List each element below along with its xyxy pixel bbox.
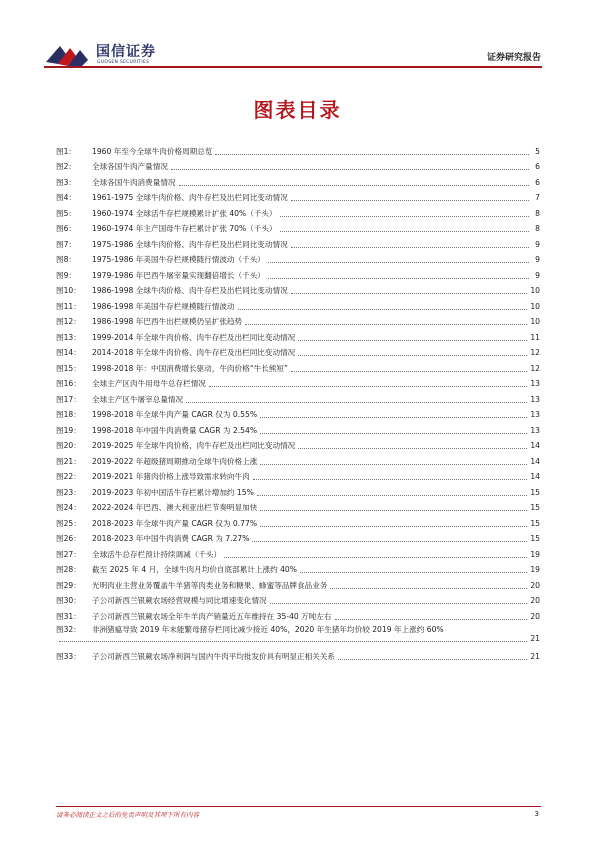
toc-entry-title: 1975-1986 年美国牛存栏规模随行情波动（千头） [92, 255, 265, 264]
toc-entry-label: 图13： [56, 332, 81, 342]
toc-leader-dots [291, 371, 527, 372]
toc-leader-dots [338, 659, 527, 660]
toc-entry[interactable] [56, 451, 540, 467]
toc-entry[interactable] [56, 296, 540, 312]
toc-leader-dots [209, 386, 527, 387]
toc-entry-title: 全球活牛总存栏预计持续调减（千头） [92, 549, 222, 559]
toc-entry[interactable] [56, 312, 540, 328]
toc-leader-dots [186, 402, 527, 403]
toc-entry-page: 15 [530, 503, 540, 512]
toc-entry[interactable] [56, 358, 540, 374]
toc-entry-page: 12 [530, 363, 540, 373]
toc-entry-page: 21 [530, 633, 540, 643]
toc-entry-page: 10 [530, 317, 540, 326]
toc-entry-page: 13 [530, 410, 540, 419]
toc-leader-dots [298, 340, 527, 341]
toc-entry-title: 2018-2023 年全球牛肉产量 CAGR 仅为 0.77% [92, 518, 258, 528]
toc-entry[interactable] [56, 622, 540, 647]
toc-entry-page: 20 [530, 596, 540, 605]
guosen-logo-icon [44, 40, 90, 68]
toc-leader-dots [335, 619, 528, 620]
toc-entry[interactable] [56, 250, 540, 266]
toc-entry[interactable] [56, 560, 540, 576]
toc-entry-label: 图18： [56, 410, 81, 419]
toc-entry-page: 15 [530, 487, 540, 497]
toc-entry[interactable] [56, 606, 540, 622]
toc-entry-label: 图26： [56, 534, 81, 543]
toc-entry-title: 全球主产区肉牛用母牛总存栏情况 [92, 379, 206, 388]
toc-leader-dots [215, 154, 529, 155]
toc-entry-title: 1960-1974 全球活牛存栏规模累计扩张 40%（千头） [92, 208, 277, 218]
toc-entry-continuation [56, 634, 540, 644]
toc-entry-label: 图15： [56, 363, 81, 373]
toc-entry[interactable] [56, 389, 540, 405]
toc-entry-title: 1986-1998 年美国牛存栏规模随行情波动 [92, 301, 235, 311]
toc-leader-dots [330, 588, 527, 589]
toc-entry-title: 2019-2025 年全球牛肉价格、肉牛存栏及出栏同比变动情况 [92, 441, 296, 450]
toc-leader-dots [280, 216, 529, 217]
toc-leader-dots [298, 448, 527, 449]
toc-leader-dots [300, 572, 527, 573]
toc-entry-page: 21 [530, 652, 540, 661]
toc-entry[interactable] [56, 374, 540, 390]
toc-entry-title: 1998-2018 年全球牛肉产量 CAGR 仅为 0.55% [92, 410, 258, 419]
toc-entry-label: 图9： [56, 270, 77, 280]
toc-entry-title: 2019-2022 年超级猪周期推动全球牛肉价格上涨 [92, 456, 258, 466]
toc-leader-dots [268, 278, 529, 279]
toc-entry-page: 9 [535, 255, 540, 264]
toc-entry[interactable] [56, 647, 540, 663]
toc-leader-dots [179, 185, 529, 186]
page-number: 3 [534, 810, 539, 818]
toc-leader-dots [268, 262, 529, 263]
toc-entry-page: 9 [535, 239, 540, 249]
toc-entry-page: 6 [535, 162, 540, 171]
toc-entry-title: 2019-2023 年初中国活牛存栏累计增加约 15% [92, 487, 254, 497]
toc-entry-title: 1960 年至今全球牛肉价格周期总览 [92, 146, 213, 156]
toc-entry[interactable] [56, 529, 540, 545]
toc-entry-page: 15 [530, 518, 540, 528]
toc-leader-dots [252, 541, 527, 542]
toc-entry-title: 子公司新西兰银蕨农场全年牛羊肉产销量近五年维持在 35-40 万吨左右 [92, 611, 332, 621]
toc-entry-label: 图3： [56, 177, 77, 187]
toc-entry-page: 19 [530, 565, 540, 574]
toc-entry-title: 1979-1986 年巴西牛屠宰量实现翻倍增长（千头） [92, 270, 265, 280]
toc-entry-title: 1986-1998 年巴西牛出栏规模仍呈扩张趋势 [92, 317, 243, 326]
toc-entry-label: 图21： [56, 456, 81, 466]
toc-entry-title: 2019-2021 年猪肉价格上涨导致需求转向牛肉 [92, 472, 250, 481]
toc-entry-page: 11 [530, 332, 540, 342]
toc-entry-page: 13 [530, 394, 540, 404]
toc-entry[interactable] [56, 591, 540, 607]
toc-entry-label: 图29： [56, 580, 81, 590]
toc-entry-title: 非洲猪瘟导致 2019 年末能繁母猪存栏同比减少接近 40%，2020 年生猪年均价较 2019 年上涨约 60% [92, 624, 444, 634]
toc-entry-label: 图7： [56, 239, 77, 249]
toc-leader-dots [253, 479, 528, 480]
toc-entry-page: 12 [530, 348, 540, 357]
toc-entry-label: 图17： [56, 394, 81, 404]
toc-leader-dots [245, 324, 527, 325]
toc-entry[interactable] [56, 544, 540, 560]
toc-entry-label: 图12： [56, 317, 81, 326]
toc-entry-page: 13 [530, 379, 540, 388]
toc-entry[interactable] [56, 420, 540, 436]
toc-entry[interactable] [56, 157, 540, 173]
footer-disclaimer: 请务必阅读正文之后的免责声明及其项下所有内容 [56, 811, 199, 819]
toc-leader-dots [171, 169, 529, 170]
toc-entry-label: 图24： [56, 503, 81, 512]
toc-leader-dots [260, 526, 527, 527]
toc-entry-title: 全球主产区牛屠宰总量情况 [92, 394, 184, 404]
toc-entry-title: 2018-2023 年中国牛肉消费 CAGR 为 7.27% [92, 534, 250, 543]
toc-entry[interactable] [56, 467, 540, 483]
toc-entry-title: 2022-2024 年巴西、澳大利亚出栏节奏明显加快 [92, 503, 258, 512]
toc-entry[interactable] [56, 343, 540, 359]
toc-entry-label: 图8： [56, 255, 77, 264]
toc-entry[interactable] [56, 203, 540, 219]
toc-leader-dots [224, 557, 527, 558]
toc-entry[interactable] [56, 436, 540, 452]
toc-leader-dots [291, 247, 529, 248]
toc-entry-page: 9 [535, 270, 540, 280]
toc-leader-dots [291, 293, 528, 294]
logo-chinese-name: 国信证券 [96, 44, 156, 60]
toc-entry[interactable] [56, 482, 540, 498]
toc-leader-dots [238, 309, 528, 310]
toc-entry-label: 图31： [56, 611, 81, 621]
toc-entry-label: 图22： [56, 472, 81, 481]
toc-entry-label: 图10： [56, 286, 81, 295]
toc-entry-label: 图23： [56, 487, 81, 497]
toc-entry[interactable] [56, 575, 540, 591]
toc-entry-title: 全球各国牛肉消费量情况 [92, 177, 176, 187]
toc-entry-page: 8 [535, 224, 540, 233]
toc-entry-label: 图1： [56, 146, 77, 156]
toc-entry-label: 图14： [56, 348, 81, 357]
toc-entry-title: 1998-2018 年中国牛肉消费量 CAGR 为 2.54% [92, 425, 258, 435]
toc-entry[interactable] [56, 234, 540, 250]
toc-entry-title: 截至 2025 年 4 月，全球牛肉月均价自底部累计上涨约 40% [92, 565, 297, 574]
toc-leader-dots [270, 603, 528, 604]
toc-entry-label: 图4： [56, 193, 77, 202]
toc-entry-title: 1960-1974 年主产国母牛存栏累计扩张 70%（千头） [92, 224, 277, 233]
toc-entry-title: 1998-2018 年：中国消费增长驱动，牛肉价格“牛长熊短” [92, 363, 288, 373]
header-divider [44, 66, 542, 68]
toc-leader-dots [260, 510, 527, 511]
toc-entry[interactable] [56, 172, 540, 188]
toc-entry-label: 图2： [56, 162, 77, 171]
toc-entry-page: 10 [530, 301, 540, 311]
toc-entry-page: 7 [535, 193, 540, 202]
toc-leader-dots [260, 464, 527, 465]
toc-entry-title: 1975-1986 全球牛肉价格、肉牛存栏及出栏同比变动情况 [92, 239, 288, 249]
toc-entry-page: 14 [530, 456, 540, 466]
toc-entry-page: 15 [530, 534, 540, 543]
table-of-figures [56, 141, 540, 662]
toc-entry-page: 5 [535, 146, 540, 156]
toc-entry-label: 图19： [56, 425, 81, 435]
toc-entry-title: 全球各国牛肉产量情况 [92, 162, 168, 171]
toc-leader-dots [298, 355, 527, 356]
toc-entry-page: 6 [535, 177, 540, 187]
toc-leader-dots [260, 417, 527, 418]
toc-entry-label: 图32： [56, 624, 81, 634]
toc-entry-label: 图16： [56, 379, 81, 388]
toc-leader-dots [291, 200, 529, 201]
logo-english-name: GUOSEN SECURITIES [97, 60, 150, 65]
toc-entry[interactable] [56, 265, 540, 281]
toc-entry-title: 2014-2018 年全球牛肉价格、肉牛存栏及出栏同比变动情况 [92, 348, 296, 357]
toc-entry[interactable] [56, 327, 540, 343]
toc-entry-title: 1999-2014 年全球牛肉价格、肉牛存栏及出栏同比变动情况 [92, 332, 296, 342]
footer-divider [56, 806, 541, 807]
toc-entry-page: 13 [530, 425, 540, 435]
toc-entry-label: 图33： [56, 652, 81, 661]
toc-leader-dots [59, 634, 527, 642]
toc-leader-dots [260, 433, 527, 434]
toc-leader-dots [257, 495, 528, 496]
toc-entry[interactable] [56, 141, 540, 157]
toc-entry-page: 8 [535, 208, 540, 218]
toc-entry-label: 图30： [56, 596, 81, 605]
toc-entry-label: 图27： [56, 549, 81, 559]
toc-entry-label: 图5： [56, 208, 77, 218]
toc-entry-title: 子公司新西兰银蕨农场经营规模与同比增速变化情况 [92, 596, 267, 605]
toc-entry[interactable] [56, 219, 540, 235]
toc-entry-title: 1961-1975 全球牛肉价格、肉牛存栏及出栏同比变动情况 [92, 193, 288, 202]
toc-entry[interactable] [56, 281, 540, 297]
toc-entry-label: 图6： [56, 224, 77, 233]
company-logo [44, 38, 204, 74]
toc-entry-title: 1986-1998 全球牛肉价格、肉牛存栏及出栏同比变动情况 [92, 286, 288, 295]
toc-entry-page: 19 [530, 549, 540, 559]
toc-entry-label: 图20： [56, 441, 81, 450]
toc-entry[interactable] [56, 405, 540, 421]
toc-entry[interactable] [56, 188, 540, 204]
toc-entry-title: 光明肉业主营业务覆盖牛羊猪等肉类业务和糖果、蜂蜜等品牌食品业务 [92, 580, 328, 590]
toc-entry-page: 20 [530, 611, 540, 621]
page-title: 图表目录 [253, 98, 342, 122]
toc-entry-title: 子公司新西兰银蕨农场净利润与国内牛肉平均批发价具有明显正相关关系 [92, 652, 335, 661]
toc-entry[interactable] [56, 498, 540, 514]
toc-leader-dots [280, 231, 529, 232]
toc-entry-page: 10 [530, 286, 540, 295]
toc-entry-label: 图28： [56, 565, 81, 574]
toc-entry-page: 14 [530, 472, 540, 481]
toc-entry-label: 图25： [56, 518, 81, 528]
toc-entry-page: 14 [530, 441, 540, 450]
toc-entry[interactable] [56, 513, 540, 529]
toc-entry-page: 20 [530, 580, 540, 590]
report-type-label: 证券研究报告 [486, 53, 541, 63]
toc-entry-label: 图11： [56, 301, 81, 311]
